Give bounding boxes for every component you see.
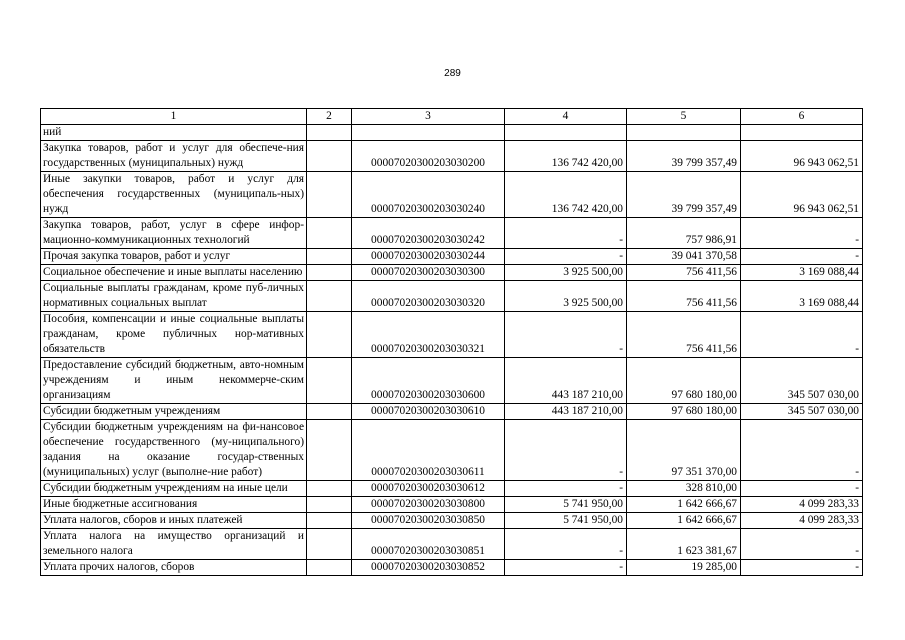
table-row — [41, 218, 863, 249]
row-col4-cell: 136 742 420,00 — [505, 172, 627, 218]
row-col6-cell: 96 943 062,51 — [741, 141, 863, 172]
row-col6-cell: 3 169 088,44 — [741, 281, 863, 312]
row-code-cell: 00007020300203030300 — [352, 265, 505, 281]
row-code-cell: 00007020300203030852 — [352, 560, 505, 576]
page-number: 289 — [444, 68, 461, 79]
row-col4-cell: - — [505, 529, 627, 560]
row-col5-cell: 1 623 381,67 — [627, 529, 741, 560]
row-col4-cell: 443 187 210,00 — [505, 358, 627, 404]
row-code-cell: 00007020300203030320 — [352, 281, 505, 312]
row-col2-cell — [307, 141, 352, 172]
table-row — [41, 529, 863, 560]
row-col4-cell: 5 741 950,00 — [505, 497, 627, 513]
row-col2-cell — [307, 420, 352, 481]
row-col6-cell: 96 943 062,51 — [741, 172, 863, 218]
row-name-cell: Субсидии бюджетным учреждениям на фи-нансовое обеспечение государственного (му-ниципального) задания на оказание государ-ственных (муниципальных) услуг (выполне-ние работ) — [41, 420, 307, 481]
table-row — [41, 312, 863, 358]
header-col-5: 5 — [627, 109, 741, 125]
row-col4-cell: - — [505, 218, 627, 249]
row-col4-cell: 3 925 500,00 — [505, 281, 627, 312]
table-row — [41, 404, 863, 420]
row-col6-cell: - — [741, 420, 863, 481]
row-name-cell: Предоставление субсидий бюджетным, авто-номным учреждениям и иным некоммерче-ским организациям — [41, 358, 307, 404]
header-col-6: 6 — [741, 109, 863, 125]
row-col5-cell: 97 680 180,00 — [627, 404, 741, 420]
row-col6-cell: 3 169 088,44 — [741, 265, 863, 281]
row-col2-cell — [307, 312, 352, 358]
row-code-cell — [352, 125, 505, 141]
row-col2-cell — [307, 265, 352, 281]
table-row — [41, 281, 863, 312]
row-code-cell: 00007020300203030612 — [352, 481, 505, 497]
table-row — [41, 481, 863, 497]
row-col5-cell: 97 351 370,00 — [627, 420, 741, 481]
table-row — [41, 358, 863, 404]
row-name-cell: Прочая закупка товаров, работ и услуг — [41, 249, 307, 265]
row-col2-cell — [307, 513, 352, 529]
row-col5-cell: 39 041 370,58 — [627, 249, 741, 265]
row-col4-cell: 5 741 950,00 — [505, 513, 627, 529]
row-col6-cell: - — [741, 218, 863, 249]
row-name-cell: ний — [41, 125, 307, 141]
row-col6-cell: 4 099 283,33 — [741, 497, 863, 513]
row-name-cell: Уплата налога на имущество организаций и земельного налога — [41, 529, 307, 560]
row-col6-cell: 345 507 030,00 — [741, 404, 863, 420]
row-code-cell: 00007020300203030600 — [352, 358, 505, 404]
row-col5-cell: 19 285,00 — [627, 560, 741, 576]
row-col2-cell — [307, 529, 352, 560]
row-col2-cell — [307, 125, 352, 141]
row-name-cell: Социальные выплаты гражданам, кроме пуб-личных нормативных социальных выплат — [41, 281, 307, 312]
row-col2-cell — [307, 497, 352, 513]
row-name-cell: Уплата прочих налогов, сборов — [41, 560, 307, 576]
row-col5-cell: 756 411,56 — [627, 265, 741, 281]
row-col6-cell: - — [741, 481, 863, 497]
row-col2-cell — [307, 404, 352, 420]
table-row — [41, 420, 863, 481]
row-col4-cell — [505, 125, 627, 141]
row-col4-cell: 3 925 500,00 — [505, 265, 627, 281]
header-col-1: 1 — [41, 109, 307, 125]
row-name-cell: Субсидии бюджетным учреждениям — [41, 404, 307, 420]
row-code-cell: 00007020300203030850 — [352, 513, 505, 529]
budget-table — [40, 108, 863, 576]
table-row — [41, 560, 863, 576]
row-code-cell: 00007020300203030240 — [352, 172, 505, 218]
row-col4-cell: - — [505, 249, 627, 265]
row-col2-cell — [307, 249, 352, 265]
row-col2-cell — [307, 481, 352, 497]
row-name-cell: Пособия, компенсации и иные социальные выплаты гражданам, кроме публичных нор-мативных обязательств — [41, 312, 307, 358]
row-col4-cell: - — [505, 560, 627, 576]
row-col5-cell: 1 642 666,67 — [627, 513, 741, 529]
row-code-cell: 00007020300203030851 — [352, 529, 505, 560]
row-col6-cell: - — [741, 560, 863, 576]
row-col2-cell — [307, 560, 352, 576]
row-col5-cell: 756 411,56 — [627, 312, 741, 358]
row-col5-cell: 39 799 357,49 — [627, 172, 741, 218]
row-name-cell: Уплата налогов, сборов и иных платежей — [41, 513, 307, 529]
table-row — [41, 249, 863, 265]
row-col6-cell: - — [741, 312, 863, 358]
row-col5-cell: 757 986,91 — [627, 218, 741, 249]
row-col4-cell: 443 187 210,00 — [505, 404, 627, 420]
row-code-cell: 00007020300203030200 — [352, 141, 505, 172]
row-name-cell: Закупка товаров, работ и услуг для обеспече-ния государственных (муниципальных) нужд — [41, 141, 307, 172]
table-row — [41, 265, 863, 281]
header-col-3: 3 — [352, 109, 505, 125]
row-col4-cell: 136 742 420,00 — [505, 141, 627, 172]
row-col6-cell: - — [741, 249, 863, 265]
row-col4-cell: - — [505, 312, 627, 358]
row-col5-cell: 97 680 180,00 — [627, 358, 741, 404]
row-col5-cell — [627, 125, 741, 141]
row-code-cell: 00007020300203030610 — [352, 404, 505, 420]
row-col4-cell: - — [505, 481, 627, 497]
row-col5-cell: 756 411,56 — [627, 281, 741, 312]
row-code-cell: 00007020300203030244 — [352, 249, 505, 265]
row-col6-cell: 345 507 030,00 — [741, 358, 863, 404]
header-col-4: 4 — [505, 109, 627, 125]
row-col5-cell: 328 810,00 — [627, 481, 741, 497]
row-col6-cell: - — [741, 529, 863, 560]
row-col5-cell: 39 799 357,49 — [627, 141, 741, 172]
row-col5-cell: 1 642 666,67 — [627, 497, 741, 513]
row-col2-cell — [307, 358, 352, 404]
row-col2-cell — [307, 281, 352, 312]
row-name-cell: Субсидии бюджетным учреждениям на иные цели — [41, 481, 307, 497]
row-code-cell: 00007020300203030321 — [352, 312, 505, 358]
row-col6-cell — [741, 125, 863, 141]
row-code-cell: 00007020300203030242 — [352, 218, 505, 249]
row-name-cell: Закупка товаров, работ, услуг в сфере инфор-мационно-коммуникационных технологий — [41, 218, 307, 249]
row-col2-cell — [307, 218, 352, 249]
row-code-cell: 00007020300203030800 — [352, 497, 505, 513]
header-row — [41, 109, 863, 125]
table-row — [41, 125, 863, 141]
table-row — [41, 497, 863, 513]
row-code-cell: 00007020300203030611 — [352, 420, 505, 481]
row-col6-cell: 4 099 283,33 — [741, 513, 863, 529]
table-row — [41, 172, 863, 218]
row-col2-cell — [307, 172, 352, 218]
table-row — [41, 513, 863, 529]
header-col-2: 2 — [307, 109, 352, 125]
row-name-cell: Иные закупки товаров, работ и услуг для обеспечения государственных (муниципаль-ных) нужд — [41, 172, 307, 218]
row-name-cell: Иные бюджетные ассигнования — [41, 497, 307, 513]
table-body — [41, 125, 863, 576]
table-row — [41, 141, 863, 172]
row-col4-cell: - — [505, 420, 627, 481]
row-name-cell: Социальное обеспечение и иные выплаты населению — [41, 265, 307, 281]
